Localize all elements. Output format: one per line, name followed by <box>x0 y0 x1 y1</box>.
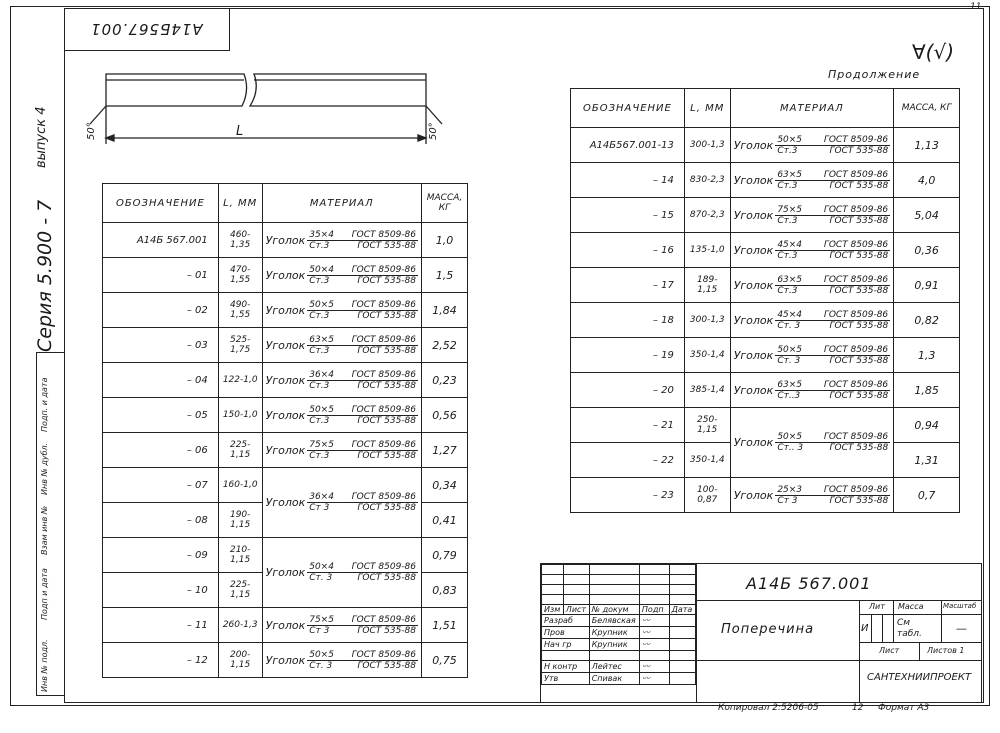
material-cell: Уголок 50×4 ГОСТ 8509-86 Ст. 3 ГОСТ 535-88 <box>262 538 421 608</box>
scale-label: Масштаб <box>943 602 977 610</box>
organization: САНТЕХНИИПРОЕКТ <box>867 672 972 683</box>
header-mass: МАССА, КГ <box>894 89 960 128</box>
table-row: – 04 122-1,0 Уголок 36×4 ГОСТ 8509-86 Ст.3 ГОСТ 535-88 0,23 <box>103 363 468 398</box>
surface-mark: ∀(√) <box>912 40 955 64</box>
material-cell: Уголок 63×5 ГОСТ 8509-86 Ст.3 ГОСТ 535-88 <box>262 328 421 363</box>
table-row: – 03 525-1,75 Уголок 63×5 ГОСТ 8509-86 Ст.3 ГОСТ 535-88 2,52 <box>103 328 468 363</box>
material-cell: Уголок 50×5 ГОСТ 8509-86 Ст. 3 ГОСТ 535-88 <box>262 643 421 678</box>
table-row: – 16 135-1,0 Уголок 45×4 ГОСТ 8509-86 Ст.3 ГОСТ 535-88 0,36 <box>571 233 960 268</box>
footer-format: Формат А3 <box>878 703 930 713</box>
stamp-box <box>64 8 230 51</box>
material-cell: Уголок 25×3 ГОСТ 8509-86 Ст 3 ГОСТ 535-88 <box>730 478 893 513</box>
table-row: – 12 200-1,15 Уголок 50×5 ГОСТ 8509-86 Ст. 3 ГОСТ 535-88 0,75 <box>103 643 468 678</box>
angle-left-label: 50° <box>86 122 97 140</box>
revision-grid: Изм Лист № докум Подп Дата Разраб Белявская 〰 Пров Крупник 〰 Нач гр Крупник 〰 Н контр Лейтес 〰 Утв Спивак 〰 <box>541 564 696 685</box>
table-row: А14Б 567.001 460-1,35 Уголок 35×4 ГОСТ 8509-86 Ст.3 ГОСТ 535-88 1,0 <box>103 223 468 258</box>
material-cell: Уголок 50×5 ГОСТ 8509-86 Ст.3 ГОСТ 535-88 <box>262 293 421 328</box>
side-label-4: Подп. и дата <box>40 377 49 432</box>
series-label: Серия 5.900 - 7 <box>34 199 56 352</box>
doc-code: А14Б 567.001 <box>746 574 872 593</box>
table-row: – 06 225-1,15 Уголок 75×5 ГОСТ 8509-86 Ст.3 ГОСТ 535-88 1,27 <box>103 433 468 468</box>
stamp-code: А14Б567.001 <box>90 20 203 38</box>
material-cell: Уголок 50×5 ГОСТ 8509-86 Ст. 3 ГОСТ 535-88 <box>730 338 893 373</box>
footer-number: 12 <box>852 703 864 713</box>
header-designation: ОБОЗНАЧЕНИЕ <box>571 89 685 128</box>
side-label-0: Инв № подл. <box>40 639 49 692</box>
corner-number: 11 <box>970 2 982 12</box>
lit-label: Лит <box>869 602 885 611</box>
header-length: L, ММ <box>218 184 262 223</box>
part-name: Поперечина <box>721 622 815 637</box>
header-mass: МАССА, КГ <box>422 184 468 223</box>
material-cell: Уголок 63×5 ГОСТ 8509-86 Ст.3 ГОСТ 535-88 <box>730 163 893 198</box>
table-row: – 23 100-0,87 Уголок 25×3 ГОСТ 8509-86 Ст 3 ГОСТ 535-88 0,7 <box>571 478 960 513</box>
table-row: А14Б567.001-13 300-1,3 Уголок 50×5 ГОСТ 8509-86 Ст.3 ГОСТ 535-88 1,13 <box>571 128 960 163</box>
length-label: L <box>236 124 244 139</box>
table-row: – 01 470-1,55 Уголок 50×4 ГОСТ 8509-86 Ст.3 ГОСТ 535-88 1,5 <box>103 258 468 293</box>
mass-value: См табл. <box>897 618 922 639</box>
continuation-label: Продолжение <box>828 68 921 81</box>
material-cell: Уголок 36×4 ГОСТ 8509-86 Ст.3 ГОСТ 535-88 <box>262 363 421 398</box>
sheets-label: Листов 1 <box>927 646 965 655</box>
material-cell: Уголок 50×5 ГОСТ 8509-86 Ст.3 ГОСТ 535-88 <box>262 398 421 433</box>
mass-label: Масса <box>898 602 924 611</box>
side-label-1: Подп и дата <box>40 568 49 620</box>
table-row: – 22 350-1,4 1,31 <box>571 443 960 478</box>
table-row: – 15 870-2,3 Уголок 75×5 ГОСТ 8509-86 Ст.3 ГОСТ 535-88 5,04 <box>571 198 960 233</box>
material-cell: Уголок 75×5 ГОСТ 8509-86 Ст.3 ГОСТ 535-88 <box>730 198 893 233</box>
table-row: – 20 385-1,4 Уголок 63×5 ГОСТ 8509-86 Ст..3 ГОСТ 535-88 1,85 <box>571 373 960 408</box>
table-row: – 10 225-1,15 0,83 <box>103 573 468 608</box>
part-sketch <box>84 66 444 156</box>
material-cell: Уголок 50×4 ГОСТ 8509-86 Ст.3 ГОСТ 535-88 <box>262 258 421 293</box>
material-cell: Уголок 63×5 ГОСТ 8509-86 Ст..3 ГОСТ 535-88 <box>730 373 893 408</box>
header-designation: ОБОЗНАЧЕНИЕ <box>103 184 219 223</box>
header-material: МАТЕРИАЛ <box>730 89 893 128</box>
material-cell: Уголок 50×5 ГОСТ 8509-86 Ст.. 3 ГОСТ 535-88 <box>730 408 893 478</box>
side-label-2: Взам инв № <box>40 505 49 555</box>
sheet-label: Лист <box>879 646 900 655</box>
table-row: – 07 160-1,0 Уголок 36×4 ГОСТ 8509-86 Ст 3 ГОСТ 535-88 0,34 <box>103 468 468 503</box>
angle-right-label: 50° <box>428 122 439 140</box>
table-row: – 17 189-1,15 Уголок 63×5 ГОСТ 8509-86 Ст.3 ГОСТ 535-88 0,91 <box>571 268 960 303</box>
material-cell: Уголок 63×5 ГОСТ 8509-86 Ст.3 ГОСТ 535-88 <box>730 268 893 303</box>
material-cell: Уголок 50×5 ГОСТ 8509-86 Ст.3 ГОСТ 535-88 <box>730 128 893 163</box>
table-header <box>103 184 468 223</box>
material-cell: Уголок 45×4 ГОСТ 8509-86 Ст. 3 ГОСТ 535-88 <box>730 303 893 338</box>
scale-value: — <box>956 622 967 635</box>
material-cell: Уголок 45×4 ГОСТ 8509-86 Ст.3 ГОСТ 535-88 <box>730 233 893 268</box>
issue-label: выпуск 4 <box>34 106 49 168</box>
lit-value: И <box>861 623 869 634</box>
table-row: – 19 350-1,4 Уголок 50×5 ГОСТ 8509-86 Ст. 3 ГОСТ 535-88 1,3 <box>571 338 960 373</box>
footer-copied: Копировал 2:5206-05 <box>718 703 819 713</box>
table-row: – 05 150-1,0 Уголок 50×5 ГОСТ 8509-86 Ст.3 ГОСТ 535-88 0,56 <box>103 398 468 433</box>
table-row: – 09 210-1,15 Уголок 50×4 ГОСТ 8509-86 Ст. 3 ГОСТ 535-88 0,79 <box>103 538 468 573</box>
table-header <box>571 89 960 128</box>
table-row: – 11 260-1,3 Уголок 75×5 ГОСТ 8509-86 Ст 3 ГОСТ 535-88 1,51 <box>103 608 468 643</box>
material-cell: Уголок 75×5 ГОСТ 8509-86 Ст.3 ГОСТ 535-88 <box>262 433 421 468</box>
material-cell: Уголок 75×5 ГОСТ 8509-86 Ст 3 ГОСТ 535-88 <box>262 608 421 643</box>
header-length: L, ММ <box>684 89 730 128</box>
spec-table-left <box>102 183 468 678</box>
material-cell: Уголок 35×4 ГОСТ 8509-86 Ст.3 ГОСТ 535-88 <box>262 223 421 258</box>
header-material: МАТЕРИАЛ <box>262 184 421 223</box>
table-row: – 21 250-1,15 Уголок 50×5 ГОСТ 8509-86 Ст.. 3 ГОСТ 535-88 0,94 <box>571 408 960 443</box>
spec-table-right <box>570 88 960 513</box>
table-row: – 18 300-1,3 Уголок 45×4 ГОСТ 8509-86 Ст. 3 ГОСТ 535-88 0,82 <box>571 303 960 338</box>
material-cell: Уголок 36×4 ГОСТ 8509-86 Ст 3 ГОСТ 535-88 <box>262 468 421 538</box>
table-row: – 14 830-2,3 Уголок 63×5 ГОСТ 8509-86 Ст.3 ГОСТ 535-88 4,0 <box>571 163 960 198</box>
side-label-3: Инв № дубл. <box>40 442 49 495</box>
title-block <box>540 563 982 703</box>
table-row: – 08 190-1,15 0,41 <box>103 503 468 538</box>
table-row: – 02 490-1,55 Уголок 50×5 ГОСТ 8509-86 Ст.3 ГОСТ 535-88 1,84 <box>103 293 468 328</box>
